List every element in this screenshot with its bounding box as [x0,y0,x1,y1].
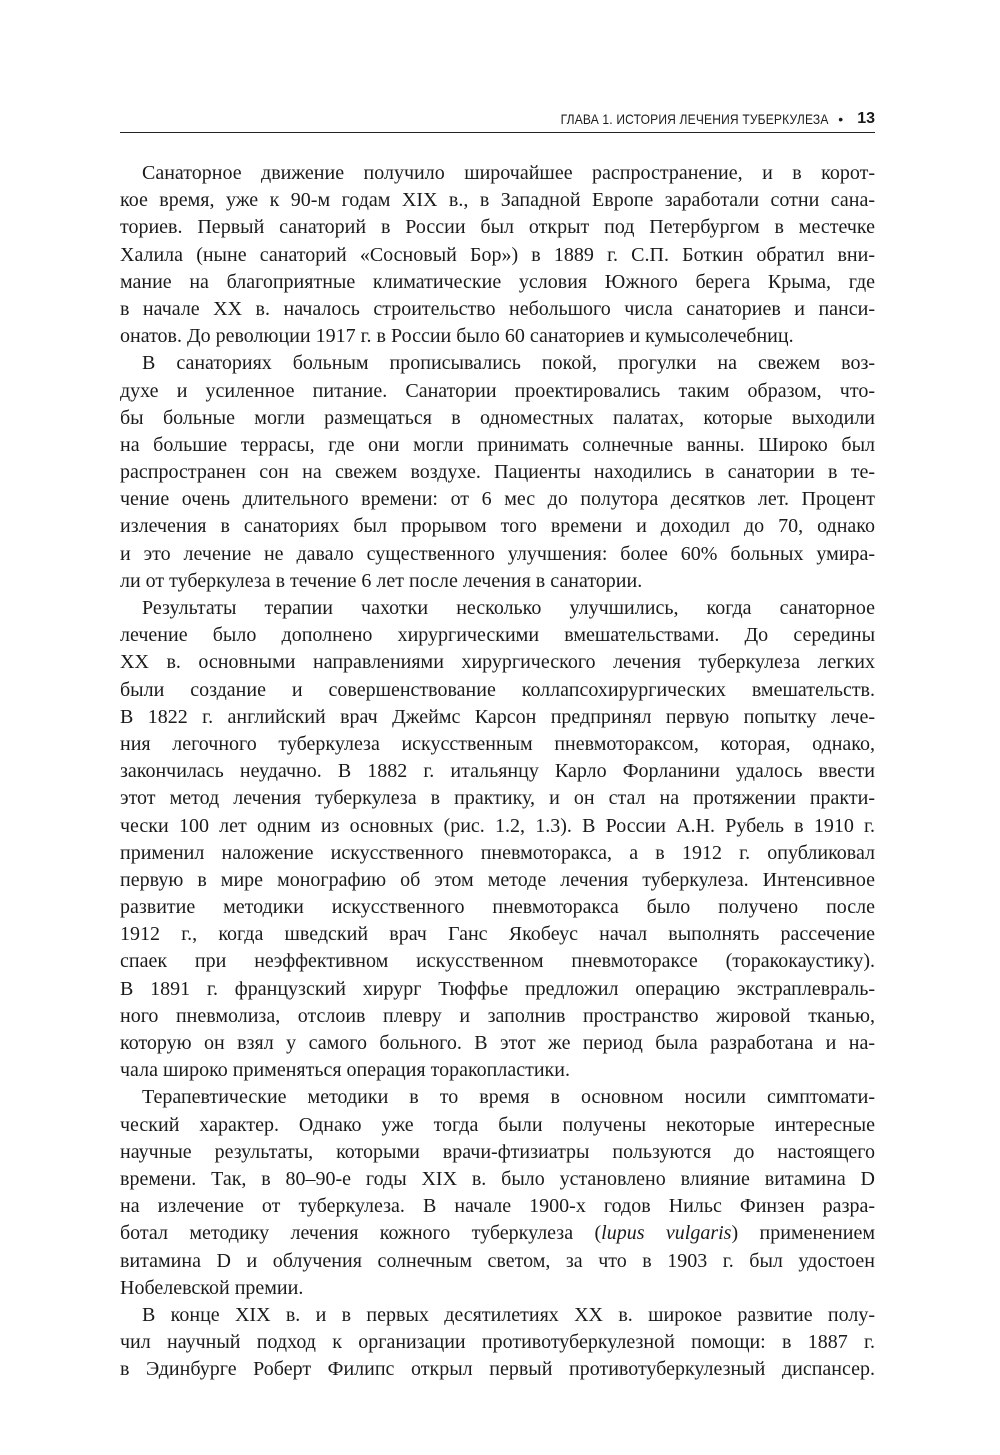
text-line: лечение было дополнено хирургическими вмешательствами. До середины [120,624,875,647]
text-line: которую он взял у самого больного. В этот же период была разработана и на- [120,1032,875,1054]
text-line: Результаты терапии чахотки несколько улучшились, когда санаторное [142,597,875,619]
text-line: в начале XX в. началось строительство небольшого числа санаториев и панси- [120,297,875,320]
text-line: В 1891 г. французский хирург Тюффье предложил операцию экстраплевраль- [120,977,875,1000]
text-line: научные результаты, которыми врачи-фтизиатры пользуются до настоящего [120,1140,875,1163]
text-line: этот метод лечения туберкулеза в практику, и он стал на протяжении практи- [120,787,875,810]
text-line: ния легочного туберкулеза искусственным пневмотораксом, которая, однако, [120,732,875,755]
text-line: и это лечение не давало существенного улучшения: более 60% больных умира- [120,542,875,565]
text-line: чил научный подход к организации противотуберкулезной помощи: в 1887 г. [120,1331,875,1354]
text-line: на излечение от туберкулеза. В начале 1900-х годов Нильс Финзен разра- [120,1195,875,1218]
text-line: времени. Так, в 80–90-е годы XIX в. было установлено влияние витамина D [120,1167,875,1190]
text-line: развитие методики искусственного пневмоторакса было получено после [120,896,875,919]
paragraph [120,1084,875,1302]
text-line: ботал методику лечения кожного туберкулеза (lupus vulgaris) применением [120,1222,875,1245]
text-line: чение очень длительного времени: от 6 мес до полутора десятков лет. Процент [120,488,875,511]
text-line: распространен сон на свежем воздухе. Пациенты находились в санатории в те- [120,461,875,484]
paragraph [120,160,875,350]
text-line: чала широко применяться операция торакопластики. [120,1059,570,1082]
text-line: мание на благоприятные климатические условия Южного берега Крыма, где [120,270,875,293]
paragraph [120,1302,875,1384]
header-bullet: • [838,111,844,127]
body-text [120,160,875,1383]
text-line: были создание и совершенствование коллапсохирургических вмешательств. [120,678,875,701]
text-line: В конце XIX в. и в первых десятилетиях XX в. широкое развитие полу- [142,1303,875,1326]
text-line: В санаториях больным прописывались покой, прогулки на свежем воз- [142,352,875,375]
text-line: Халила (ныне санаторий «Сосновый Бор») в 1889 г. С.П. Боткин обратил вни- [120,243,875,266]
text-line: витамина D и облучения солнечным светом, за что в 1903 г. был удостоен [120,1249,875,1272]
text-line: чески 100 лет одним из основных (рис. 1.2, 1.3). В России А.Н. Рубель в 1910 г. [120,814,875,837]
text-line: Нобелевской премии. [120,1276,304,1299]
text-line: 1912 г., когда шведский врач Ганс Якобеус начал выполнять рассечение [120,923,875,946]
running-header [120,106,875,133]
text-line: применил наложение искусственного пневмоторакса, а в 1912 г. опубликовал [120,841,875,864]
text-line: духе и усиленное питание. Санатории проектировались таким образом, что- [120,379,875,402]
text-line: в Эдинбурге Роберт Филипс открыл первый противотуберкулезный диспансер. [120,1358,875,1381]
text-line: В 1822 г. английский врач Джеймс Карсон предпринял первую попытку лече- [120,705,875,728]
text-line: ториев. Первый санаторий в России был открыт под Петербургом в местечке [120,216,875,239]
text-line: первую в мире монографию об этом методе лечения туберкулеза. Интенсивное [120,868,875,891]
text-line: Санаторное движение получило широчайшее распространение, и в корот- [142,162,875,184]
text-line: Терапевтические методики в то время в основном носили симптомати- [142,1086,875,1109]
chapter-title: ГЛАВА 1. ИСТОРИЯ ЛЕЧЕНИЯ ТУБЕРКУЛЕЗА [560,111,829,127]
text-line: излечения в санаториях был прорывом того времени и доходил до 70, однако [120,515,875,538]
page-number: 13 [857,110,875,127]
text-line: закончилась неудачно. В 1882 г. итальянцу Карло Форланини удалось ввести [120,760,875,783]
text-line: ного пневмолиза, отслоив плевру и заполнив пространство жировой тканью, [120,1004,875,1027]
text-line: ли от туберкулеза в течение 6 лет после лечения в санатории. [120,569,643,592]
text-line: спаек при неэффективном искусственном пневмотораксе (торакокаустику). [120,950,875,973]
text-line: онатов. До революции 1917 г. в России было 60 санаториев и кумысолечебниц. [120,325,794,348]
text-line: ческий характер. Однако уже тогда были получены некоторые интересные [120,1113,875,1136]
latin-term: lupus vulgaris [601,1222,732,1245]
text-line: на большие террасы, где они могли принимать солнечные ванны. Широко был [120,433,875,456]
paragraph [120,595,875,1084]
text-line: бы больные могли размещаться в одноместных палатах, которые выходили [120,406,875,429]
text-line: кое время, уже к 90-м годам XIX в., в Западной Европе заработали сотни сана- [120,189,875,212]
text-line: XX в. основными направлениями хирургического лечения туберкулеза легких [120,651,875,674]
paragraph [120,350,875,595]
